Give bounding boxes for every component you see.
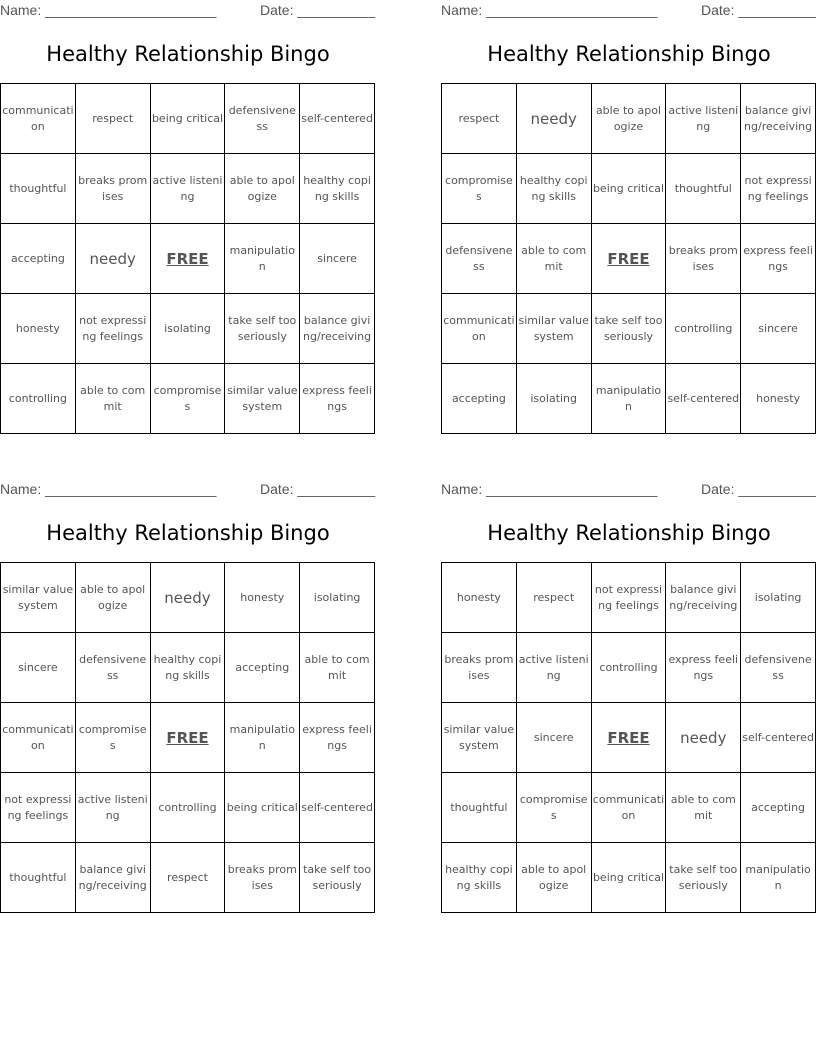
free-space-cell — [151, 703, 226, 773]
bingo-cell-text: respect — [92, 111, 134, 125]
bingo-cell — [1, 224, 76, 294]
bingo-cell-text: honesty — [756, 391, 801, 405]
bingo-cell-text: breaks promises — [227, 862, 297, 892]
bingo-cell — [741, 633, 816, 703]
bingo-cell — [442, 154, 517, 224]
bingo-cell-text: thoughtful — [450, 800, 508, 814]
bingo-cell-text: balance giving/receiving — [669, 582, 738, 612]
date-field-label: Date: __________ — [260, 481, 376, 497]
bingo-cell-text: healthy coping skills — [445, 862, 513, 892]
bingo-cell — [741, 294, 816, 364]
bingo-cell-text: FREE — [166, 249, 209, 268]
bingo-cell-text: take self too seriously — [303, 862, 372, 892]
bingo-cell — [666, 364, 741, 434]
bingo-cell — [300, 843, 375, 913]
bingo-cell-text: able to commit — [670, 792, 736, 822]
bingo-cell-text: accepting — [10, 251, 65, 265]
bingo-cell — [666, 633, 741, 703]
bingo-cell — [225, 364, 300, 434]
bingo-cell — [517, 563, 592, 633]
bingo-cell — [592, 563, 667, 633]
bingo-cell — [592, 154, 667, 224]
bingo-cell — [151, 294, 226, 364]
bingo-cell — [741, 773, 816, 843]
bingo-grid — [441, 562, 816, 913]
bingo-cell — [1, 633, 76, 703]
bingo-cell-text: compromises — [78, 722, 147, 752]
bingo-cell-text: self-centered — [742, 730, 814, 744]
name-date-row — [0, 0, 376, 22]
bingo-cell — [1, 563, 76, 633]
bingo-cell-text: accepting — [235, 660, 290, 674]
bingo-cell-text: defensiveness — [228, 103, 296, 133]
bingo-cell — [442, 703, 517, 773]
bingo-cell-text: healthy coping skills — [153, 652, 222, 682]
bingo-cell-text: manipulation — [595, 383, 662, 413]
bingo-cell-text: able to commit — [304, 652, 370, 682]
bingo-cell-text: needy — [164, 588, 211, 607]
bingo-cell — [76, 843, 151, 913]
bingo-cell — [442, 563, 517, 633]
bingo-cell-text: compromises — [445, 173, 513, 203]
bingo-cell-text: thoughtful — [9, 181, 67, 195]
bingo-cell-text: isolating — [530, 391, 578, 405]
bingo-cell — [151, 563, 226, 633]
bingo-cell-text: respect — [167, 870, 208, 884]
bingo-cell-text: similar value system — [227, 383, 298, 413]
bingo-cell-text: not expressing feelings — [594, 582, 663, 612]
bingo-cell-text: express feelings — [668, 652, 739, 682]
bingo-cell-text: take self too seriously — [228, 313, 297, 343]
bingo-cell — [517, 364, 592, 434]
bingo-cell-text: honesty — [240, 590, 285, 604]
bingo-cell — [300, 703, 375, 773]
bingo-cell-text: needy — [530, 109, 577, 128]
bingo-cell-text: being critical — [592, 181, 665, 195]
bingo-cell — [225, 154, 300, 224]
bingo-cell — [741, 154, 816, 224]
bingo-cell-text: breaks promises — [444, 652, 514, 682]
bingo-cell — [741, 703, 816, 773]
bingo-cell — [300, 773, 375, 843]
bingo-cell — [442, 773, 517, 843]
date-field-label: Date: __________ — [260, 2, 376, 18]
bingo-cell-text: sincere — [533, 730, 574, 744]
bingo-cell — [300, 563, 375, 633]
bingo-cell-text: communication — [2, 722, 74, 752]
bingo-cell — [666, 563, 741, 633]
date-field-label: Date: __________ — [701, 481, 816, 497]
name-field-label: Name: ______________________ — [0, 481, 217, 497]
bingo-cell — [741, 843, 816, 913]
bingo-cell-text: express feelings — [302, 722, 372, 752]
bingo-cell — [666, 154, 741, 224]
card-title: Healthy Relationship Bingo — [487, 521, 771, 545]
bingo-cell — [1, 703, 76, 773]
bingo-cell — [76, 773, 151, 843]
bingo-cell — [442, 364, 517, 434]
bingo-cell — [300, 224, 375, 294]
bingo-cell-text: express feelings — [302, 383, 372, 413]
bingo-cell — [442, 294, 517, 364]
bingo-cell-text: balance giving/receiving — [78, 862, 147, 892]
bingo-cell — [76, 633, 151, 703]
bingo-cell-text: communication — [592, 792, 665, 822]
bingo-cell — [666, 84, 741, 154]
bingo-cell — [225, 224, 300, 294]
bingo-cell-text: not expressing feelings — [4, 792, 72, 822]
bingo-cell — [442, 843, 517, 913]
bingo-cell — [1, 364, 76, 434]
free-space-cell — [592, 224, 667, 294]
bingo-cell-text: take self too seriously — [594, 313, 663, 343]
free-space-cell — [592, 703, 667, 773]
bingo-card — [0, 0, 376, 413]
bingo-cell — [300, 294, 375, 364]
bingo-cell — [741, 563, 816, 633]
bingo-cell — [225, 703, 300, 773]
bingo-cell-text: honesty — [456, 590, 501, 604]
bingo-cell-text: similar value system — [2, 582, 74, 612]
bingo-cell-text: manipulation — [229, 243, 295, 273]
bingo-cell — [225, 773, 300, 843]
bingo-card — [441, 479, 816, 892]
bingo-cell-text: defensiveness — [445, 243, 513, 273]
bingo-cell — [592, 84, 667, 154]
bingo-cell — [225, 633, 300, 703]
bingo-cell-text: compromises — [153, 383, 222, 413]
bingo-cell — [741, 224, 816, 294]
name-date-row — [0, 479, 376, 501]
name-field-label: Name: ______________________ — [0, 2, 217, 18]
bingo-cell — [151, 364, 226, 434]
bingo-cell — [76, 364, 151, 434]
bingo-cell — [666, 843, 741, 913]
bingo-cell-text: active listening — [668, 103, 739, 133]
bingo-cell-text: sincere — [18, 660, 58, 674]
card-title: Healthy Relationship Bingo — [46, 521, 330, 545]
bingo-cell-text: respect — [533, 590, 575, 604]
bingo-cell-text: defensiveness — [744, 652, 812, 682]
bingo-cell-text: respect — [458, 111, 500, 125]
bingo-cell-text: compromises — [519, 792, 588, 822]
bingo-grid — [441, 83, 816, 434]
bingo-cell — [1, 294, 76, 364]
bingo-cell — [76, 294, 151, 364]
bingo-cell-text: able to commit — [521, 243, 587, 273]
bingo-cell-text: being critical — [151, 111, 224, 125]
card-title: Healthy Relationship Bingo — [46, 42, 330, 66]
bingo-cell — [517, 84, 592, 154]
bingo-cell-text: communication — [2, 103, 74, 133]
bingo-cell-text: self-centered — [301, 111, 373, 125]
bingo-cell — [1, 773, 76, 843]
bingo-cell-text: self-centered — [667, 391, 740, 405]
bingo-cell-text: active listening — [77, 792, 148, 822]
bingo-cell — [76, 84, 151, 154]
bingo-cell-text: balance giving/receiving — [303, 313, 372, 343]
bingo-cell — [300, 364, 375, 434]
bingo-cell — [517, 154, 592, 224]
bingo-cell-text: take self too seriously — [669, 862, 738, 892]
date-field-label: Date: __________ — [701, 2, 816, 18]
bingo-cell-text: not expressing feelings — [79, 313, 147, 343]
bingo-cell-text: balance giving/receiving — [744, 103, 813, 133]
bingo-cell-text: similar value system — [518, 313, 589, 343]
bingo-cell-text: express feelings — [743, 243, 813, 273]
bingo-cell — [592, 843, 667, 913]
bingo-cell-text: active listening — [518, 652, 589, 682]
bingo-cell-text: controlling — [674, 321, 733, 335]
bingo-cell — [442, 84, 517, 154]
bingo-cell — [76, 703, 151, 773]
bingo-cell-text: able to apologize — [595, 103, 662, 133]
name-field-label: Name: ______________________ — [441, 481, 658, 497]
bingo-cell-text: healthy coping skills — [303, 173, 371, 203]
bingo-cell-text: similar value system — [443, 722, 515, 752]
bingo-cell — [225, 563, 300, 633]
bingo-cell — [741, 364, 816, 434]
bingo-cell — [76, 224, 151, 294]
bingo-cell-text: isolating — [313, 590, 361, 604]
bingo-cell — [517, 633, 592, 703]
bingo-cell — [517, 703, 592, 773]
bingo-cell-text: isolating — [164, 321, 211, 335]
bingo-card — [0, 479, 376, 892]
bingo-cell — [517, 294, 592, 364]
bingo-cell-text: controlling — [8, 391, 67, 405]
bingo-cell — [76, 563, 151, 633]
bingo-cell — [442, 633, 517, 703]
name-date-row — [441, 0, 816, 22]
bingo-cell — [1, 84, 76, 154]
bingo-cell-text: sincere — [317, 251, 357, 265]
bingo-cell-text: not expressing feelings — [744, 173, 812, 203]
bingo-cell — [151, 773, 226, 843]
bingo-cell — [300, 154, 375, 224]
bingo-cell-text: able to commit — [80, 383, 146, 413]
bingo-cell — [592, 773, 667, 843]
bingo-cell-text: defensiveness — [79, 652, 147, 682]
bingo-cell — [225, 294, 300, 364]
bingo-cell — [592, 633, 667, 703]
bingo-cell-text: self-centered — [301, 800, 373, 814]
bingo-cell-text: thoughtful — [9, 870, 67, 884]
bingo-cell-text: FREE — [607, 249, 650, 268]
bingo-cell-text: FREE — [166, 728, 209, 747]
bingo-cell — [741, 84, 816, 154]
bingo-cell — [300, 633, 375, 703]
bingo-cell — [666, 703, 741, 773]
bingo-card — [441, 0, 816, 413]
bingo-cell-text: controlling — [599, 660, 658, 674]
bingo-cell-text: FREE — [607, 728, 650, 747]
bingo-cell-text: active listening — [152, 173, 223, 203]
free-space-cell — [151, 224, 226, 294]
bingo-cell — [225, 843, 300, 913]
bingo-cell-text: breaks promises — [668, 243, 738, 273]
bingo-cell-text: isolating — [754, 590, 802, 604]
card-title: Healthy Relationship Bingo — [487, 42, 771, 66]
bingo-cell — [517, 224, 592, 294]
bingo-cell — [151, 154, 226, 224]
bingo-cell — [666, 773, 741, 843]
bingo-cell-text: able to apologize — [229, 173, 295, 203]
bingo-cell — [517, 843, 592, 913]
bingo-cell-text: communication — [443, 313, 515, 343]
bingo-grid — [0, 83, 375, 434]
bingo-cell-text: healthy coping skills — [519, 173, 588, 203]
bingo-grid — [0, 562, 375, 913]
bingo-cell-text: accepting — [451, 391, 506, 405]
bingo-cell — [592, 364, 667, 434]
bingo-cell — [592, 294, 667, 364]
bingo-cell — [666, 224, 741, 294]
bingo-cell-text: sincere — [758, 321, 798, 335]
bingo-cell-text: being critical — [592, 870, 665, 884]
bingo-cell — [1, 843, 76, 913]
bingo-cell-text: manipulation — [229, 722, 295, 752]
bingo-cell — [76, 154, 151, 224]
bingo-cell-text: accepting — [751, 800, 806, 814]
bingo-cell-text: able to apologize — [521, 862, 587, 892]
bingo-cell — [442, 224, 517, 294]
bingo-cell — [225, 84, 300, 154]
name-field-label: Name: ______________________ — [441, 2, 658, 18]
bingo-cell-text: able to apologize — [80, 582, 146, 612]
bingo-cell — [151, 633, 226, 703]
bingo-cell-text: controlling — [158, 800, 217, 814]
bingo-cell-text: breaks promises — [78, 173, 148, 203]
bingo-cell — [666, 294, 741, 364]
name-date-row — [441, 479, 816, 501]
bingo-cell — [151, 84, 226, 154]
bingo-cell-text: thoughtful — [674, 181, 732, 195]
bingo-cell-text: needy — [89, 249, 136, 268]
bingo-cell — [151, 843, 226, 913]
bingo-cell-text: needy — [680, 728, 727, 747]
bingo-cell-text: manipulation — [745, 862, 811, 892]
bingo-cell — [517, 773, 592, 843]
bingo-cell-text: honesty — [15, 321, 60, 335]
bingo-cell — [300, 84, 375, 154]
bingo-cell — [1, 154, 76, 224]
bingo-cell-text: being critical — [226, 800, 298, 814]
